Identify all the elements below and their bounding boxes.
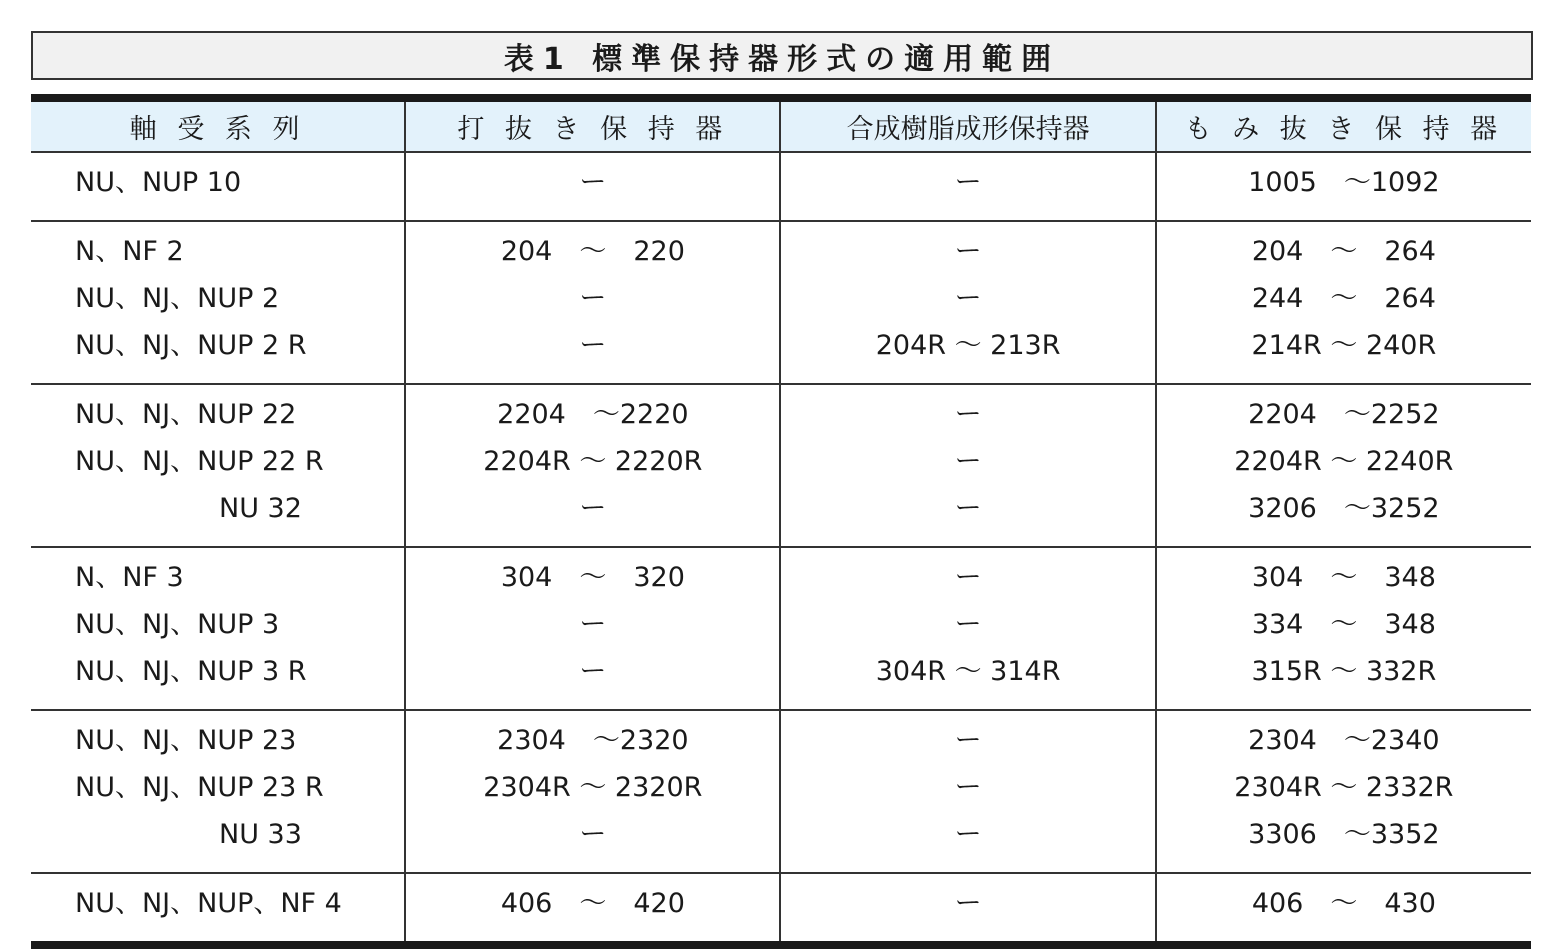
resin-cage-cell: [780, 873, 1155, 945]
resin-value: ー: [954, 725, 982, 756]
resin-value: ー: [954, 399, 982, 430]
pressed-cage-cell: [405, 152, 780, 221]
pressed-value: ー: [579, 167, 607, 198]
resin-cage-cell: [780, 221, 1155, 384]
pressed-value: 406 ～ 420: [500, 888, 685, 919]
machined-cage-cell: [1156, 152, 1531, 221]
table-header: [31, 98, 1531, 152]
bearing-series-cell: [31, 384, 405, 547]
resin-value: ー: [954, 609, 982, 640]
resin-value: ー: [954, 819, 982, 850]
pressed-cage-cell: [405, 221, 780, 384]
series-value: NU、NJ、NUP 2: [75, 283, 280, 314]
machined-value: 1005 ～1092: [1248, 167, 1440, 198]
bearing-series-cell: [31, 547, 405, 710]
machined-value: 2204R ～ 2240R: [1234, 446, 1454, 477]
machined-value: 2304 ～2340: [1248, 725, 1440, 756]
pressed-value: ー: [579, 330, 607, 361]
series-value: NU、NJ、NUP 2 R: [75, 330, 307, 361]
table-row-group: [31, 873, 1531, 945]
machined-cage-cell: [1156, 221, 1531, 384]
pressed-cage-cell: [405, 547, 780, 710]
machined-value: 3306 ～3352: [1248, 819, 1440, 850]
series-value: NU 32: [219, 493, 302, 524]
pressed-value: ー: [579, 609, 607, 640]
machined-value: 244 ～ 264: [1251, 283, 1436, 314]
pressed-value: ー: [579, 656, 607, 687]
header-bearing-series: 軸 受 系 列: [31, 98, 405, 152]
resin-value: ー: [954, 167, 982, 198]
retainer-applicability-table: [31, 94, 1531, 949]
pressed-value: 2304 ～2320: [497, 725, 689, 756]
machined-value: 334 ～ 348: [1251, 609, 1436, 640]
pressed-value: 204 ～ 220: [500, 236, 685, 267]
bearing-series-cell: [31, 221, 405, 384]
series-value: NU、NJ、NUP 3 R: [75, 656, 307, 687]
resin-cage-cell: [780, 152, 1155, 221]
table-title: 表1 標準保持器形式の適用範囲: [31, 31, 1533, 80]
series-value: NU、NJ、NUP 3: [75, 609, 280, 640]
header-pressed-cage: 打 抜 き 保 持 器: [405, 98, 780, 152]
pressed-value: ー: [579, 493, 607, 524]
pressed-cage-cell: [405, 710, 780, 873]
machined-value: 406 ～ 430: [1251, 888, 1436, 919]
machined-value: 2204 ～2252: [1248, 399, 1440, 430]
machined-value: 3206 ～3252: [1248, 493, 1440, 524]
series-value: NU、NJ、NUP 22: [75, 399, 297, 430]
table-row-group: [31, 152, 1531, 221]
series-value: N、NF 3: [75, 562, 184, 593]
pressed-cage-cell: [405, 384, 780, 547]
resin-value: ー: [954, 446, 982, 477]
bearing-series-cell: [31, 152, 405, 221]
pressed-cage-cell: [405, 873, 780, 945]
resin-value: 204R ～ 213R: [875, 330, 1061, 361]
machined-value: 304 ～ 348: [1251, 562, 1436, 593]
series-value: NU、NJ、NUP 23: [75, 725, 297, 756]
resin-value: ー: [954, 772, 982, 803]
resin-value: ー: [954, 493, 982, 524]
machined-cage-cell: [1156, 873, 1531, 945]
resin-cage-cell: [780, 710, 1155, 873]
resin-value: ー: [954, 562, 982, 593]
pressed-value: 304 ～ 320: [500, 562, 685, 593]
bearing-series-cell: [31, 873, 405, 945]
pressed-value: 2204 ～2220: [497, 399, 689, 430]
table-row-group: [31, 384, 1531, 547]
resin-value: ー: [954, 888, 982, 919]
pressed-value: ー: [579, 819, 607, 850]
pressed-value: ー: [579, 283, 607, 314]
resin-cage-cell: [780, 547, 1155, 710]
resin-value: ー: [954, 236, 982, 267]
series-value: NU 33: [219, 819, 302, 850]
resin-value: 304R ～ 314R: [875, 656, 1061, 687]
header-machined-cage: も み 抜 き 保 持 器: [1156, 98, 1531, 152]
bearing-series-cell: [31, 710, 405, 873]
series-value: N、NF 2: [75, 236, 184, 267]
pressed-value: 2204R ～ 2220R: [483, 446, 703, 477]
machined-value: 204 ～ 264: [1251, 236, 1436, 267]
machined-cage-cell: [1156, 547, 1531, 710]
header-resin-cage: 合成樹脂成形保持器: [780, 98, 1155, 152]
machined-value: 315R ～ 332R: [1251, 656, 1437, 687]
machined-value: 214R ～ 240R: [1251, 330, 1437, 361]
machined-cage-cell: [1156, 384, 1531, 547]
series-value: NU、NJ、NUP 23 R: [75, 772, 324, 803]
series-value: NU、NJ、NUP、NF 4: [75, 888, 342, 919]
table-row-group: [31, 221, 1531, 384]
table-body: [31, 152, 1531, 945]
resin-cage-cell: [780, 384, 1155, 547]
resin-value: ー: [954, 283, 982, 314]
series-value: NU、NJ、NUP 22 R: [75, 446, 324, 477]
table-row-group: [31, 547, 1531, 710]
table-row-group: [31, 710, 1531, 873]
machined-cage-cell: [1156, 710, 1531, 873]
header-row: [31, 98, 1531, 152]
pressed-value: 2304R ～ 2320R: [483, 772, 703, 803]
series-value: NU、NUP 10: [75, 167, 242, 198]
machined-value: 2304R ～ 2332R: [1234, 772, 1454, 803]
